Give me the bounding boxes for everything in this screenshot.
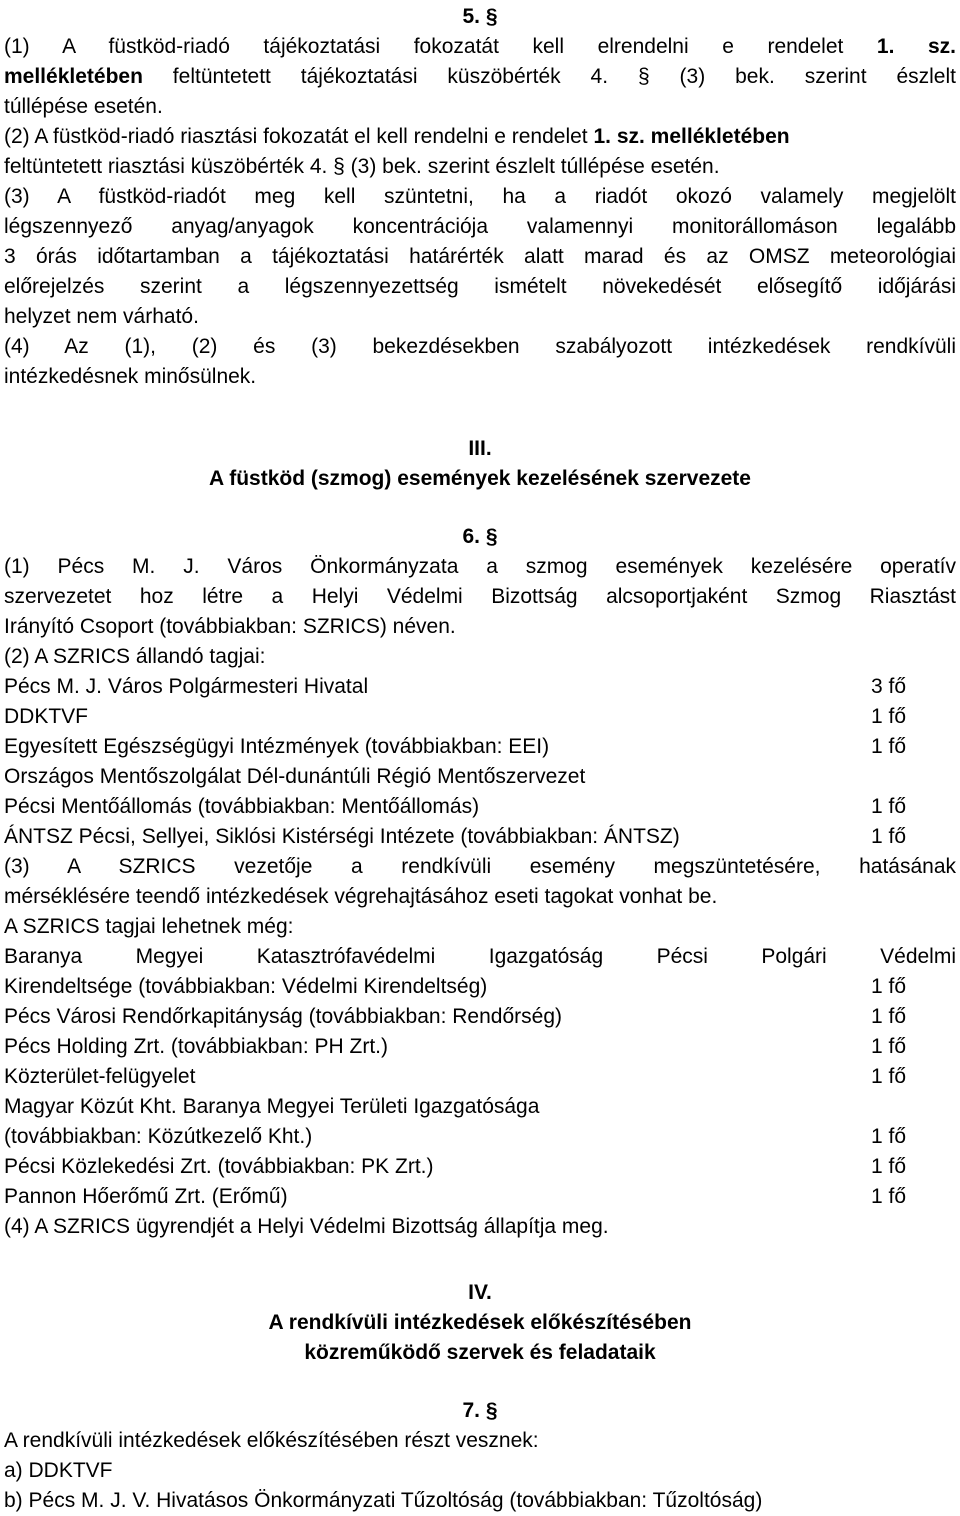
member-count: 3 fő [870, 675, 906, 698]
sec5-par2-line2: feltüntetett riasztási küszöbérték 4. § (3) bek. szerint észlelt túllépése esetén. [4, 155, 720, 178]
permanent-member-row [4, 822, 956, 852]
sec5-par1-ref2: mellékletében [4, 65, 143, 88]
member-name: Magyar Közút Kht. Baranya Megyei Területi Igazgatósága [4, 1095, 540, 1118]
member-count: 1 fő [870, 1005, 906, 1028]
member-name: Pécs M. J. Város Polgármesteri Hivatal [4, 675, 369, 698]
permanent-member-row [4, 702, 956, 732]
possible-members-heading: A SZRICS tagjai lehetnek még: [4, 915, 294, 938]
member-name: DDKTVF [4, 705, 88, 728]
sec7-item: b) Pécs M. J. V. Hivatásos Önkormányzati Tűzoltóság (továbbiakban: Tűzoltóság) [4, 1489, 763, 1512]
member-count: 1 fő [870, 1035, 906, 1058]
member-name: Közterület-felügyelet [4, 1065, 196, 1088]
member-count: 1 fő [870, 825, 906, 848]
sec6-par2: (2) A SZRICS állandó tagjai: [4, 645, 266, 668]
member-count: 1 fő [870, 1155, 906, 1178]
possible-members-first-line: Baranya Megyei Katasztrófavédelmi Igazgatóság Pécsi Polgári Védelmi [4, 945, 956, 968]
member-name: Pannon Hőerőmű Zrt. (Erőmű) [4, 1185, 288, 1208]
permanent-member-row [4, 732, 956, 762]
chapter-4-title-line1: A rendkívüli intézkedések előkészítésében [268, 1311, 692, 1334]
section-6-heading: 6. § [462, 525, 498, 548]
possible-member-row [4, 1092, 956, 1122]
sec5-par4-line1: (4) Az (1), (2) és (3) bekezdésekben szabályozott intézkedések rendkívüli [4, 335, 956, 358]
member-count [906, 1092, 956, 1122]
section-5-heading: 5. § [462, 5, 498, 28]
sec5-par2-ref: 1. sz. mellékletében [593, 125, 790, 148]
sec6-par1-line: (1) Pécs M. J. Város Önkormányzata a szmog események kezelésére operatív [4, 555, 956, 578]
member-name: Pécsi Mentőállomás (továbbiakban: Mentőállomás) [4, 795, 480, 818]
sec5-par2-line1 [4, 122, 956, 152]
sec5-par2-text: (2) A füstköd-riadó riasztási fokozatát el kell rendelni e rendelet [4, 125, 594, 148]
sec6-par3-line1: (3) A SZRICS vezetője a rendkívüli esemény megszüntetésére, hatásának [4, 855, 956, 878]
sec5-par1-ref: 1. sz. [876, 35, 956, 58]
sec5-par1-line2 [4, 62, 956, 92]
member-name: Pécs Városi Rendőrkapitányság (továbbiakban: Rendőrség) [4, 1005, 562, 1028]
chapter-4-number: IV. [468, 1281, 492, 1304]
member-count: 1 fő [870, 975, 906, 998]
permanent-member-row [4, 762, 956, 792]
sec6-par3-last: mérséklésére teendő intézkedések végrehajtásához eseti tagokat vonhat be. [4, 885, 718, 908]
member-count [906, 762, 956, 792]
sec5-par1-line1 [4, 32, 956, 62]
member-name: (továbbiakban: Közútkezelő Kht.) [4, 1125, 313, 1148]
sec5-par4-last: intézkedésnek minősülnek. [4, 365, 257, 388]
member-count: 1 fő [870, 705, 906, 728]
member-name: Pécsi Közlekedési Zrt. (továbbiakban: PK Zrt.) [4, 1155, 434, 1178]
member-count: 1 fő [870, 1185, 906, 1208]
permanent-member-row [4, 792, 956, 822]
member-count: 1 fő [870, 1065, 906, 1088]
sec6-par1-line: szervezetet hoz létre a Helyi Védelmi Bizottság alcsoportjaként Szmog Riasztást [4, 585, 956, 608]
member-name: Kirendeltsége (továbbiakban: Védelmi Kirendeltség) [4, 975, 488, 998]
sec7-item: a) DDKTVF [4, 1459, 113, 1482]
sec5-par3-line: előrejelzés szerint a légszennyezettség ismételt növekedését elősegítő időjárási [4, 275, 956, 298]
sec7-intro: A rendkívüli intézkedések előkészítésében részt vesznek: [4, 1429, 539, 1452]
possible-member-row [4, 1062, 956, 1092]
sec5-par3-line: 3 órás időtartamban a tájékoztatási határérték alatt marad és az OMSZ meteorológiai [4, 245, 956, 268]
possible-member-row [4, 1182, 956, 1212]
member-name: Országos Mentőszolgálat Dél-dunántúli Régió Mentőszervezet [4, 765, 586, 788]
member-name: ÁNTSZ Pécsi, Sellyei, Siklósi Kistérségi Intézete (továbbiakban: ÁNTSZ) [4, 825, 680, 848]
permanent-member-row [4, 672, 956, 702]
sec5-par3-last: helyzet nem várható. [4, 305, 199, 328]
chapter-3-number: III. [468, 437, 492, 460]
member-name: Pécs Holding Zrt. (továbbiakban: PH Zrt.) [4, 1035, 388, 1058]
sec5-par1-text: (1) A füstköd-riadó tájékoztatási fokozatát kell elrendelni e rendelet [4, 35, 877, 58]
possible-member-row [4, 1002, 956, 1032]
member-count: 1 fő [870, 735, 906, 758]
section-7-heading: 7. § [462, 1399, 498, 1422]
chapter-3-title: A füstköd (szmog) események kezelésének szervezete [209, 467, 751, 490]
sec6-par4: (4) A SZRICS ügyrendjét a Helyi Védelmi Bizottság állapítja meg. [4, 1215, 609, 1238]
possible-member-row [4, 972, 956, 1002]
member-count: 1 fő [870, 1125, 906, 1148]
possible-member-row [4, 1152, 956, 1182]
sec6-par1-last: Irányító Csoport (továbbiakban: SZRICS) néven. [4, 615, 456, 638]
possible-member-row [4, 1122, 956, 1152]
member-name: Egyesített Egészségügyi Intézmények (továbbiakban: EEI) [4, 735, 550, 758]
sec5-par1-line3: túllépése esetén. [4, 95, 163, 118]
member-count: 1 fő [870, 795, 906, 818]
possible-member-row [4, 1032, 956, 1062]
sec5-par1-text2: feltüntetett tájékoztatási küszöbérték 4. § (3) bek. szerint észlelt [142, 65, 956, 88]
sec5-par3-line: (3) A füstköd-riadót meg kell szüntetni, ha a riadót okozó valamely megjelölt [4, 185, 956, 208]
chapter-4-title-line2: közreműködő szervek és feladataik [304, 1341, 656, 1364]
sec5-par3-line: légszennyező anyag/anyagok koncentrációja valamennyi monitorállomáson legalább [4, 215, 956, 238]
